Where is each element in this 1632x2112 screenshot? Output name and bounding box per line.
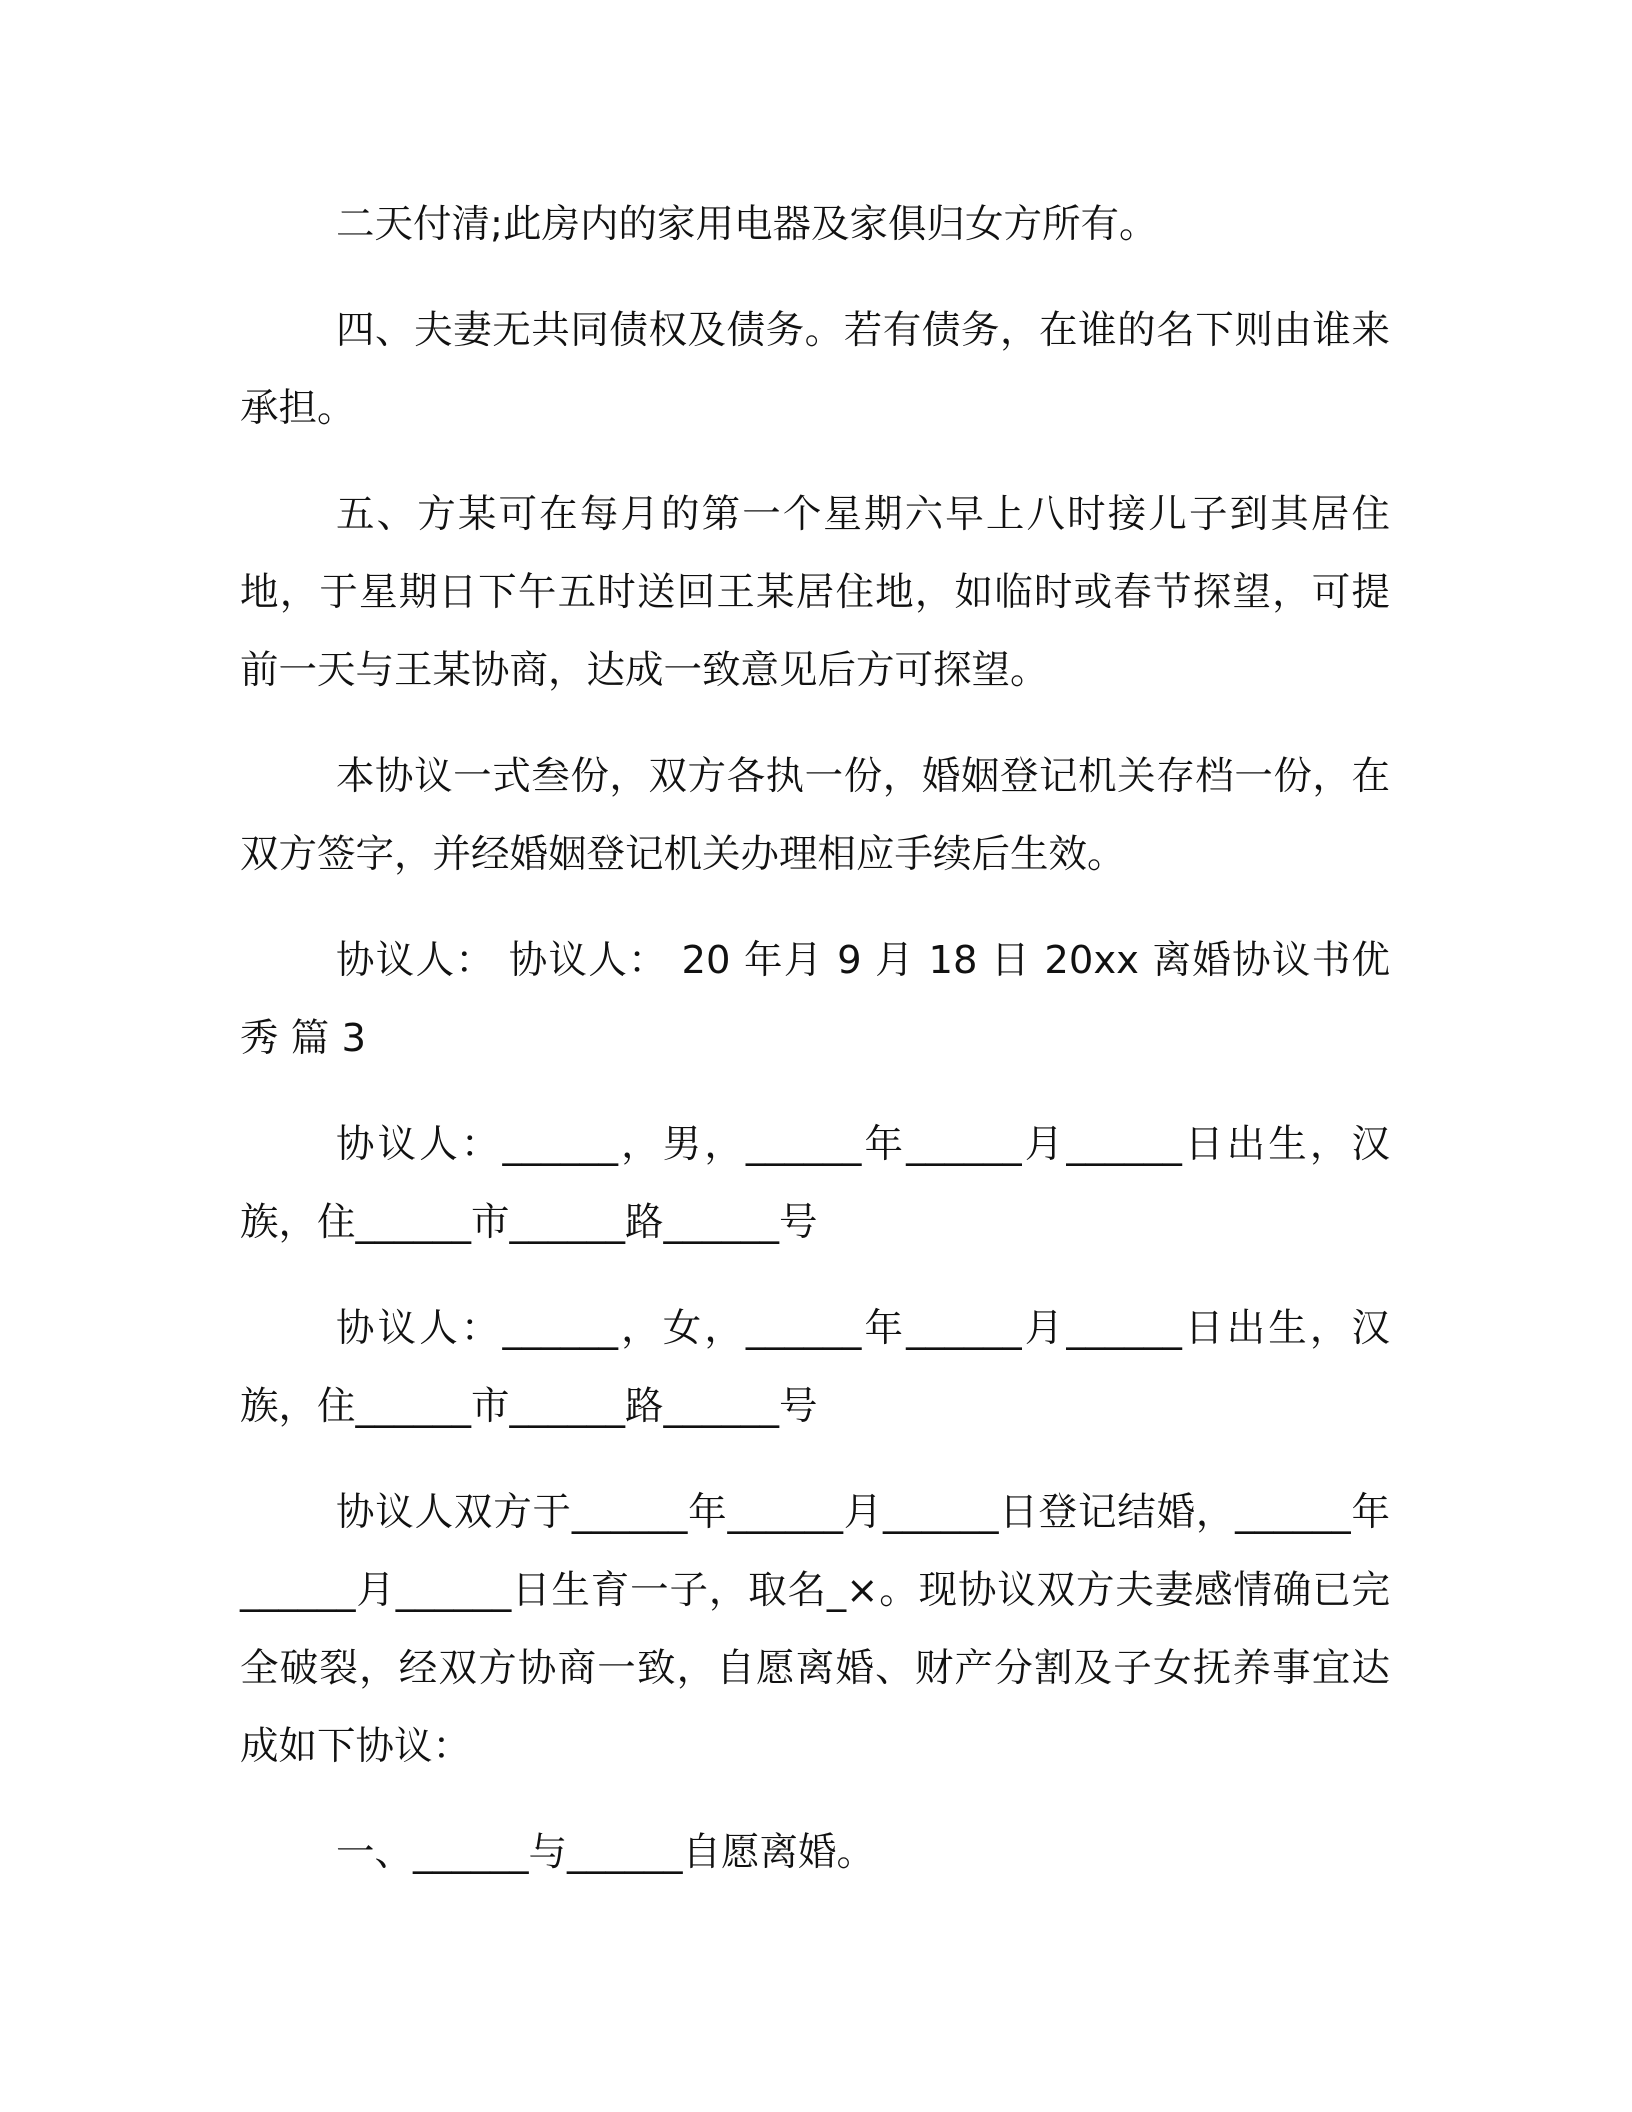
paragraph-party-male: 协议人：______，男，______年______月______日出生，汉族，住______市______路______号 <box>240 1122 1390 1245</box>
paragraph-party-female: 协议人：______，女，______年______月______日出生，汉族，住______市______路______号 <box>240 1306 1390 1429</box>
paragraph-signature-line: 协议人： 协议人： 20 年月 9 月 18 日 20xx 离婚协议书优秀 篇 3 <box>240 938 1390 1061</box>
paragraph-visitation-clause: 五、方某可在每月的第一个星期六早上八时接儿子到其居住地，于星期日下午五时送回王某居住地，如临时或春节探望，可提前一天与王某协商，达成一致意见后方可探望。 <box>240 492 1390 693</box>
paragraph-payment-clause: 二天付清;此房内的家用电器及家俱归女方所有。 <box>336 202 1158 247</box>
paragraph-clause-one: 一、______与______自愿离婚。 <box>336 1830 876 1875</box>
paragraph-effectiveness-clause: 本协议一式叁份，双方各执一份，婚姻登记机关存档一份，在双方签字，并经婚姻登记机关办理相应手续后生效。 <box>240 754 1390 877</box>
paragraph-marriage-info: 协议人双方于______年______月______日登记结婚，______年______月______日生育一子，取名_×。现协议双方夫妻感情确已完全破裂，经双方协商一致，自愿离婚、财产分割及子女抚养事宜达成如下协议： <box>240 1490 1390 1769</box>
paragraph-debt-clause: 四、夫妻无共同债权及债务。若有债务，在谁的名下则由谁来承担。 <box>240 308 1390 431</box>
document-body <box>240 186 1390 1920</box>
